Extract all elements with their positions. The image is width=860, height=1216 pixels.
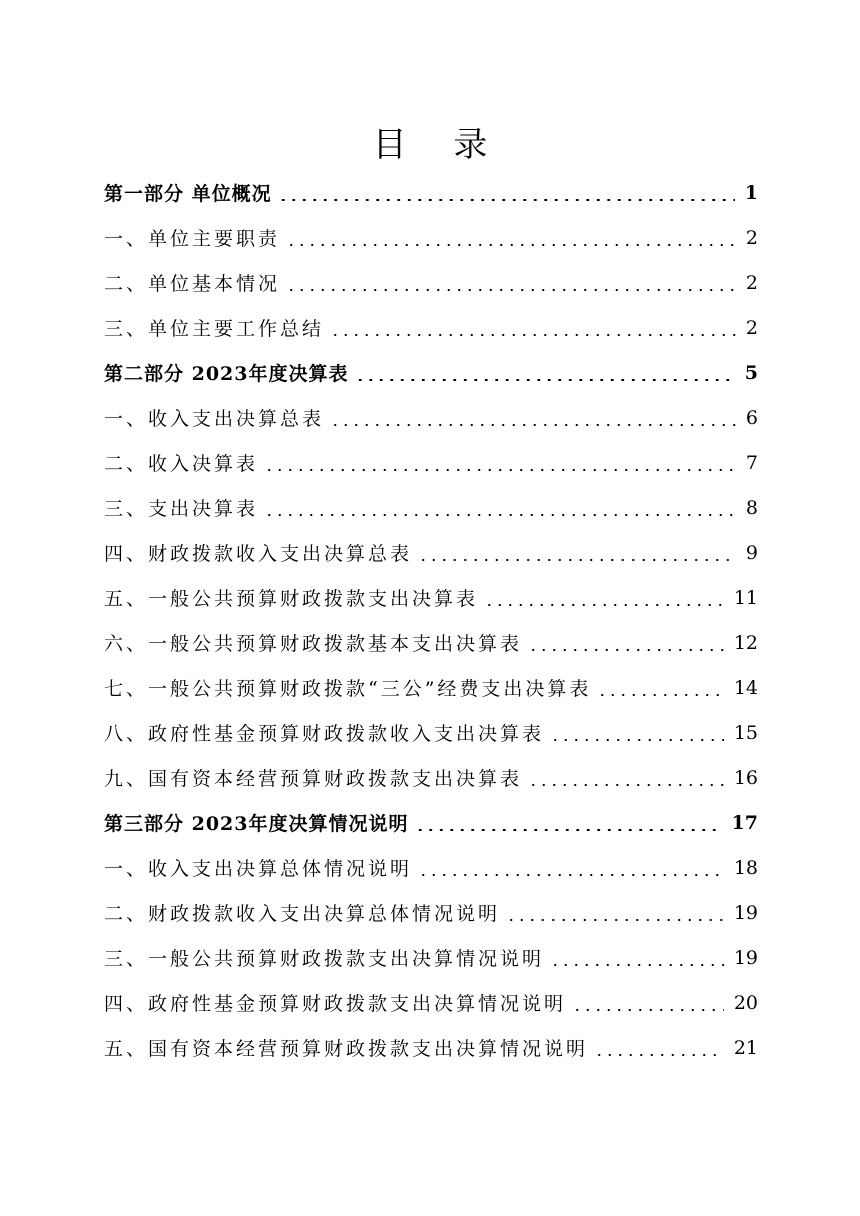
toc-entry-label: 六、一般公共预算财政拨款基本支出决算表 xyxy=(104,633,523,655)
dot-leader xyxy=(286,244,736,246)
toc-entry[interactable] xyxy=(104,215,758,260)
toc-entry-page: 15 xyxy=(733,721,758,744)
table-of-contents xyxy=(104,170,758,1070)
toc-entry[interactable] xyxy=(104,530,758,575)
toc-entry-label: 四、财政拨款收入支出决算总表 xyxy=(104,543,413,565)
toc-entry-page: 18 xyxy=(733,856,758,879)
dot-leader xyxy=(418,559,736,561)
toc-entry-page: 12 xyxy=(733,631,758,654)
toc-entry-page: 7 xyxy=(745,451,758,474)
toc-entry[interactable] xyxy=(104,260,758,305)
toc-entry-page: 11 xyxy=(733,586,758,609)
dot-leader xyxy=(528,649,724,651)
dot-leader xyxy=(597,694,723,696)
toc-entry-label: 五、国有资本经营预算财政拨款支出决算情况说明 xyxy=(104,1038,589,1060)
toc-entry-label: 二、财政拨款收入支出决算总体情况说明 xyxy=(104,903,501,925)
toc-entry[interactable] xyxy=(104,305,758,350)
toc-entry-page: 19 xyxy=(733,901,758,924)
toc-entry[interactable] xyxy=(104,980,758,1025)
dot-leader xyxy=(528,784,724,786)
toc-title: 目 录 xyxy=(372,125,506,165)
toc-entry[interactable] xyxy=(104,935,758,980)
toc-entry[interactable] xyxy=(104,845,758,890)
toc-entry-label: 五、一般公共预算财政拨款支出决算表 xyxy=(104,588,479,610)
toc-entry-label: 一、单位主要职责 xyxy=(104,228,281,250)
toc-entry-page: 2 xyxy=(745,316,758,339)
toc-entry-page: 1 xyxy=(744,181,758,204)
toc-entry-label: 二、收入决算表 xyxy=(104,453,259,475)
toc-entry-label: 九、国有资本经营预算财政拨款支出决算表 xyxy=(104,768,523,790)
toc-entry-page: 20 xyxy=(733,991,758,1014)
toc-entry-page: 9 xyxy=(745,541,758,564)
toc-entry[interactable] xyxy=(104,620,758,665)
dot-leader xyxy=(415,829,722,831)
toc-entry-label: 二、单位基本情况 xyxy=(104,273,281,295)
toc-entry-page: 19 xyxy=(733,946,758,969)
toc-entry-label: 第一部分 单位概况 xyxy=(104,183,272,205)
dot-leader xyxy=(264,469,736,471)
dot-leader xyxy=(594,1054,724,1056)
toc-entry[interactable] xyxy=(104,170,758,215)
toc-entry-page: 2 xyxy=(745,226,758,249)
toc-entry-page: 8 xyxy=(745,496,758,519)
dot-leader xyxy=(278,199,735,201)
toc-entry-label: 三、一般公共预算财政拨款支出决算情况说明 xyxy=(104,948,545,970)
toc-entry[interactable] xyxy=(104,710,758,755)
toc-entry[interactable] xyxy=(104,755,758,800)
dot-leader xyxy=(550,964,724,966)
toc-entry-label: 四、政府性基金预算财政拨款支出决算情况说明 xyxy=(104,993,567,1015)
dot-leader xyxy=(484,604,724,606)
dot-leader xyxy=(506,919,724,921)
toc-entry-page: 17 xyxy=(731,811,758,834)
toc-entry-page: 21 xyxy=(733,1036,758,1059)
toc-entry[interactable] xyxy=(104,350,758,395)
toc-entry-label: 第二部分 2023年度决算表 xyxy=(104,363,349,385)
toc-entry[interactable] xyxy=(104,665,758,710)
toc-entry[interactable] xyxy=(104,890,758,935)
toc-entry-page: 2 xyxy=(745,271,758,294)
toc-entry-page: 5 xyxy=(744,361,758,384)
toc-entry[interactable] xyxy=(104,1025,758,1070)
dot-leader xyxy=(330,334,736,336)
toc-entry-page: 14 xyxy=(733,676,758,699)
toc-entry[interactable] xyxy=(104,395,758,440)
dot-leader xyxy=(572,1009,724,1011)
toc-entry-page: 16 xyxy=(733,766,758,789)
dot-leader xyxy=(355,379,735,381)
toc-entry[interactable] xyxy=(104,440,758,485)
toc-entry-label: 一、收入支出决算总表 xyxy=(104,408,325,430)
toc-entry-label: 三、单位主要工作总结 xyxy=(104,318,325,340)
toc-entry[interactable] xyxy=(104,575,758,620)
toc-entry-label: 七、一般公共预算财政拨款“三公”经费支出决算表 xyxy=(104,678,592,700)
dot-leader xyxy=(550,739,724,741)
toc-entry-page: 6 xyxy=(745,406,758,429)
toc-entry-label: 三、支出决算表 xyxy=(104,498,259,520)
toc-entry-label: 一、收入支出决算总体情况说明 xyxy=(104,858,413,880)
toc-entry-label: 八、政府性基金预算财政拨款收入支出决算表 xyxy=(104,723,545,745)
dot-leader xyxy=(418,874,724,876)
dot-leader xyxy=(330,424,736,426)
dot-leader xyxy=(286,289,736,291)
dot-leader xyxy=(264,514,736,516)
toc-entry[interactable] xyxy=(104,485,758,530)
toc-entry-label: 第三部分 2023年度决算情况说明 xyxy=(104,813,409,835)
toc-entry[interactable] xyxy=(104,800,758,845)
